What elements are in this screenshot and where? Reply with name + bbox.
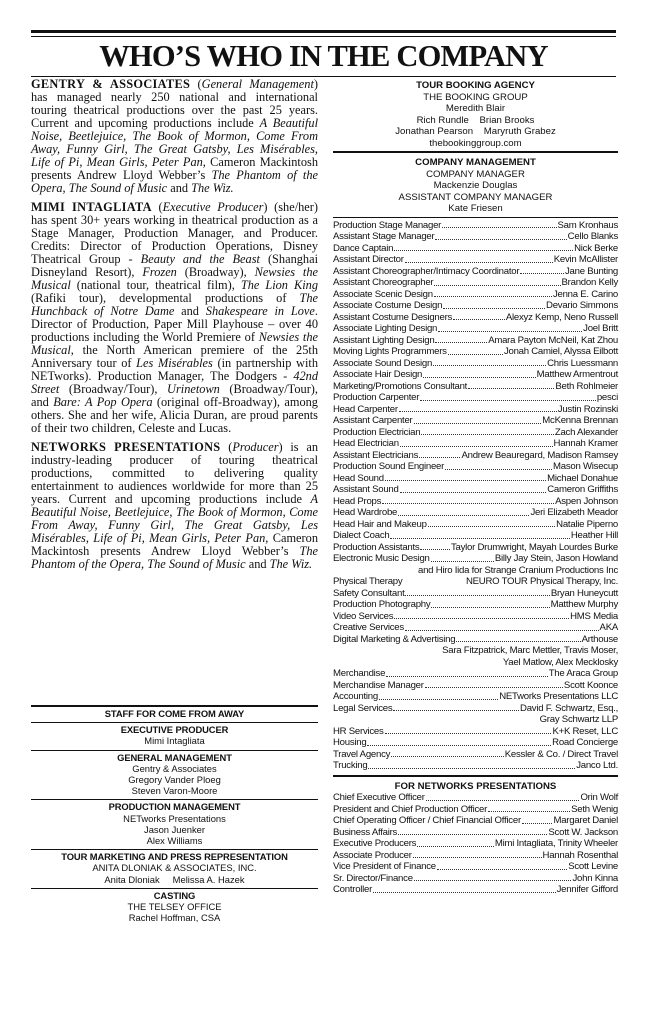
credit-row — [333, 231, 618, 243]
dot-leader — [393, 703, 519, 712]
credit-row — [333, 312, 618, 324]
credit-name: NEURO TOUR Physical Therapy, Inc. — [465, 576, 618, 587]
credit-name: Road Concierge — [552, 737, 618, 748]
credit-row — [333, 726, 618, 738]
dot-leader — [425, 680, 563, 689]
credit-role: Assistant Sound — [333, 484, 399, 495]
credit-role: Production Electrician — [333, 426, 421, 438]
credit-name: Seth Wenig — [571, 803, 618, 815]
booking-line: thebookinggroup.com — [429, 137, 522, 149]
booking-lines — [333, 92, 618, 150]
staff-block — [31, 750, 318, 800]
credit-role: Trucking — [333, 760, 368, 771]
credit-row — [333, 300, 618, 312]
page-title: WHO’S WHO IN THE COMPANY — [99, 39, 548, 73]
credit-role: Assistant Choreographer — [333, 277, 434, 288]
credit-row — [333, 243, 618, 255]
credit-row — [333, 335, 618, 347]
credit-name: The Araca Group — [548, 668, 618, 679]
credit-role: Controller — [333, 884, 373, 895]
dot-leader — [413, 850, 542, 859]
staff-block — [31, 722, 318, 749]
dot-leader — [448, 346, 503, 355]
staff-line: Alex Williams — [146, 835, 203, 847]
dot-leader — [445, 461, 552, 470]
credit-role: Business Affairs — [333, 826, 398, 838]
company-mgmt-line: Kate Friesen — [448, 203, 503, 214]
credit-name: Beth Rohlmeier — [555, 380, 618, 392]
dot-leader — [420, 392, 596, 401]
credit-name: Arthouse — [581, 633, 618, 645]
credit-row — [333, 346, 618, 358]
staff-line: ANITA DLONIAK & ASSOCIATES, INC. — [92, 862, 257, 874]
bio-text: (General Management) has managed nearly 250 national and international touring theatrical productions over the past 25 years. Current and upcoming productions include A Beautiful Noise, Beetlejuice, The Book of Mormon, Come From Away, Funny Girl, The Great Gatsby, Les Misérables, Life of Pi, Mean Girls, Peter Pan, Cameron Mackintosh presents Andrew Lloyd Webber’s The Phantom of the Opera, The Sound of Music and The Wiz. — [31, 77, 319, 195]
credit-row — [333, 450, 618, 462]
staff-line: NETworks Presentations — [123, 812, 226, 824]
credit-name: Matthew Armentrout — [536, 369, 618, 380]
credit-name: Scott W. Jackson — [548, 826, 618, 838]
dot-leader — [428, 519, 555, 528]
credit-name: Jonah Camiel, Alyssa Eilbott — [503, 346, 618, 357]
bio-mimi — [31, 201, 318, 435]
credit-name: Taylor Drumwright, Mayah Lourdes Burke — [451, 541, 618, 553]
credit-row — [333, 588, 618, 600]
bio-text: (Producer) is an industry-leading producer of touring theatrical productions, committed to delivering quality entertainment to audiences worldwide for more than 25 years. Current and upcoming productions include A Beautiful Noise, Beetlejuice, The Book of Mormon, Come From Away, Funny Girl, The Great Gatsby, Les Misérables, Life of Pi, Mean Girls, Peter Pan, Cameron Mackintosh presents Andrew Lloyd Webber’s The Phantom of the Opera, The Sound of Music and The Wiz. — [31, 440, 319, 571]
credit-name: Alexyz Kemp, Neno Russell — [505, 311, 618, 323]
dot-leader — [414, 873, 572, 882]
bios-column — [31, 78, 318, 577]
credit-role: Head Hair and Makeup — [333, 518, 427, 530]
credit-name: HMS Media — [570, 610, 618, 622]
credit-name: Jeri Elizabeth Meador — [530, 507, 618, 518]
credit-role: Production Sound Engineer — [333, 461, 445, 472]
staff-line: Rachel Hoffman, CSA — [128, 912, 221, 924]
staff-line: Jason Juenker — [144, 823, 205, 835]
credit-continuation: Gray Schwartz LLP — [539, 714, 618, 725]
credit-row — [333, 553, 618, 565]
credit-row — [333, 507, 618, 519]
credit-row — [333, 519, 618, 531]
credit-role: Head Sound — [333, 472, 384, 484]
staff-block — [31, 849, 318, 888]
credit-name: K+K Reset, LLC — [552, 725, 618, 737]
credit-row — [333, 827, 618, 839]
company-mgmt-line: COMPANY MANAGER — [426, 168, 525, 180]
credit-row — [333, 691, 618, 703]
credit-name: Michael Donahue — [547, 472, 618, 484]
credit-role: Executive Producers — [333, 838, 417, 849]
dot-leader — [399, 404, 557, 413]
credit-row — [333, 668, 618, 680]
dot-leader — [405, 254, 553, 263]
staff-line: Gregory Vander Ploeg — [128, 774, 221, 786]
credit-row — [333, 484, 618, 496]
credit-row — [333, 599, 618, 611]
dot-leader — [434, 277, 560, 286]
dot-leader — [431, 553, 494, 562]
credit-name: Matthew Murphy — [550, 599, 618, 610]
credit-row — [333, 815, 618, 827]
credit-row — [333, 277, 618, 289]
credit-row — [333, 530, 618, 542]
credit-row — [333, 415, 618, 427]
credit-name: Sam Kronhaus — [557, 219, 618, 231]
credit-name: Hannah Rosenthal — [542, 849, 618, 861]
credit-row — [333, 427, 618, 439]
credit-role: Vice President of Finance — [333, 861, 436, 872]
credit-name: Jane Bunting — [564, 265, 618, 277]
credit-role: Associate Hair Design — [333, 369, 423, 380]
credit-continuation: Yael Matlow, Alex Mecklosky — [502, 656, 618, 668]
credit-name: Cameron Griffiths — [547, 484, 618, 495]
dot-leader — [385, 726, 552, 735]
dot-leader — [433, 358, 546, 367]
credit-role: Assistant Director — [333, 254, 404, 265]
credit-role: Digital Marketing & Advertising — [333, 633, 456, 645]
credit-role: Video Services — [333, 610, 394, 622]
bio-networks — [31, 441, 318, 571]
credit-name: Heather Hill — [570, 530, 618, 541]
dot-leader — [423, 369, 536, 378]
credit-role: Head Carpenter — [333, 403, 398, 415]
credit-role: Production Photography — [333, 599, 431, 610]
staff-block-heading: EXECUTIVE PRODUCER — [120, 724, 229, 736]
credit-role: Dialect Coach — [333, 530, 390, 541]
credit-name: John Kinna — [572, 872, 618, 884]
dot-leader — [434, 289, 552, 298]
credit-role: Travel Agency — [333, 748, 391, 760]
staff-box — [31, 705, 318, 926]
credit-name: Natalie Piperno — [556, 518, 618, 530]
credit-role: Associate Sound Design — [333, 357, 433, 369]
section-rule — [333, 775, 618, 777]
credit-role: Legal Services — [333, 702, 393, 714]
credit-role: Production Carpenter — [333, 392, 420, 403]
credit-row — [333, 680, 618, 692]
company-mgmt-line: ASSISTANT COMPANY MANAGER — [398, 191, 553, 203]
credit-name: Zach Alexander — [554, 426, 618, 438]
dot-leader — [456, 634, 580, 643]
credit-name: AKA — [599, 622, 618, 633]
credit-role: Production Stage Manager — [333, 219, 442, 231]
bio-name: MIMI INTAGLIATA — [31, 200, 152, 214]
credit-row — [333, 850, 618, 862]
dot-leader — [417, 838, 494, 847]
dot-leader — [382, 496, 554, 505]
top-rule — [31, 30, 616, 33]
credit-row — [333, 220, 618, 232]
credit-name: Jenna E. Carino — [552, 288, 618, 300]
credit-role: Assistant Electricians — [333, 449, 419, 461]
dot-leader — [443, 300, 545, 309]
credit-name: Justin Rozinski — [557, 403, 618, 415]
section-rule — [333, 217, 618, 218]
dot-leader — [419, 450, 460, 459]
credit-role: Assistant Lighting Design — [333, 334, 435, 346]
credit-row — [333, 576, 618, 588]
credit-row — [333, 438, 618, 450]
credit-role: Housing — [333, 737, 367, 748]
credit-role: Assistant Stage Manager — [333, 231, 435, 242]
credit-row — [333, 703, 618, 715]
staff-blocks — [31, 722, 318, 926]
credit-role: Assistant Costume Designers — [333, 311, 453, 323]
credit-row — [333, 461, 618, 473]
credit-row — [333, 873, 618, 885]
credit-name: Margaret Daniel — [553, 815, 618, 826]
credit-row — [333, 861, 618, 873]
credit-row — [333, 737, 618, 749]
dot-leader — [435, 335, 487, 344]
booking-line: Meredith Blair — [445, 103, 506, 114]
credit-row — [333, 622, 618, 634]
dot-leader — [398, 507, 529, 516]
dot-leader — [488, 804, 570, 813]
dot-leader — [405, 588, 549, 597]
top-rule-thin — [31, 36, 616, 37]
credit-name: Orin Wolf — [580, 792, 618, 803]
credit-name: Aspen Johnson — [555, 495, 618, 507]
credit-name: NETworks Presentations LLC — [499, 691, 618, 702]
credit-role: Associate Lighting Design — [333, 323, 438, 334]
company-mgmt-heading: COMPANY MANAGEMENT — [415, 157, 536, 168]
credit-name: Chris Luessmann — [547, 357, 618, 369]
credits-list — [333, 220, 618, 772]
credit-row — [333, 804, 618, 816]
credit-row — [333, 369, 618, 381]
spacer — [402, 576, 466, 588]
staff-line: Anita Dloniak Melissa A. Hazek — [104, 873, 245, 885]
dot-leader — [522, 815, 553, 824]
staff-block-heading: PRODUCTION MANAGEMENT — [108, 801, 241, 813]
credit-role: Accounting — [333, 691, 378, 702]
dot-leader — [453, 312, 505, 321]
credit-name: Mason Wisecup — [553, 461, 618, 472]
credits-column — [333, 80, 618, 896]
dot-leader — [442, 220, 556, 229]
dot-leader — [373, 884, 555, 893]
dot-leader — [386, 668, 548, 677]
staff-block — [31, 888, 318, 927]
credit-name: Brandon Kelly — [561, 277, 618, 288]
dot-leader — [367, 737, 551, 746]
credit-row — [333, 611, 618, 623]
credit-name: Amara Payton McNeil, Kat Zhou — [488, 334, 618, 346]
dot-leader — [390, 530, 569, 539]
credit-role: Merchandise — [333, 668, 386, 679]
credit-name: pesci — [596, 392, 618, 403]
credit-role: Physical Therapy — [333, 576, 403, 587]
credit-row — [333, 749, 618, 761]
dot-leader — [385, 473, 546, 482]
credit-row — [333, 792, 618, 804]
dot-leader — [435, 231, 566, 240]
credit-row — [333, 404, 618, 416]
credit-row — [333, 542, 618, 554]
credit-name: Devario Simmons — [546, 300, 618, 311]
credit-name: Scott Levine — [568, 861, 618, 872]
credit-name: David F. Schwartz, Esq., — [520, 702, 618, 714]
dot-leader — [420, 542, 450, 551]
credit-role: Merchandise Manager — [333, 679, 424, 691]
credit-name: Kevin McAllister — [553, 254, 618, 265]
credit-role: Electronic Music Design — [333, 553, 430, 564]
credit-name: Nick Berke — [574, 242, 618, 254]
networks-staff — [333, 781, 618, 793]
credit-row — [333, 323, 618, 335]
credit-role: Assistant Choreographer/Intimacy Coordinator — [333, 265, 520, 277]
credit-continuation: and Hiro Iida for Strange Cranium Productions Inc — [418, 564, 618, 576]
credit-name: Billy Jay Stein, Jason Howland — [494, 553, 618, 564]
staff-line: THE TELSEY OFFICE — [127, 901, 222, 913]
credit-role: Marketing/Promotions Consultant — [333, 380, 468, 392]
credit-name: Mimi Intagliata, Trinity Wheeler — [494, 838, 618, 849]
dot-leader — [400, 438, 553, 447]
dot-leader — [398, 827, 547, 836]
bio-name: GENTRY & ASSOCIATES — [31, 77, 191, 91]
credit-row — [333, 634, 618, 646]
credit-name: Bryan Huneycutt — [550, 587, 618, 599]
credit-role: Assistant Carpenter — [333, 415, 413, 426]
credit-row — [333, 254, 618, 266]
credit-row — [333, 289, 618, 301]
credit-role: Production Assistants — [333, 541, 420, 553]
company-management — [333, 157, 618, 215]
staff-line: Gentry & Associates — [132, 762, 217, 774]
section-rule — [333, 151, 618, 153]
credit-role: Creative Services — [333, 622, 404, 633]
credit-role: Associate Costume Design — [333, 300, 443, 311]
credit-role: Head Props — [333, 495, 382, 507]
credit-row — [333, 760, 618, 772]
staff-block-heading: GENERAL MANAGEMENT — [117, 751, 232, 763]
credit-name: Jennifer Gifford — [556, 884, 618, 895]
dot-leader — [437, 861, 567, 870]
credit-name: Andrew Beauregard, Madison Ramsey — [461, 449, 618, 461]
credit-name: Scott Koonce — [563, 679, 618, 691]
credit-role: Safety Consultant — [333, 587, 405, 599]
bio-name: NETWORKS PRESENTATIONS — [31, 440, 221, 454]
credit-name: McKenna Brennan — [542, 415, 618, 426]
company-mgmt-line: Mackenzie Douglas — [433, 180, 518, 191]
dot-leader — [379, 691, 498, 700]
credit-row — [333, 381, 618, 393]
dot-leader — [368, 760, 575, 769]
networks-heading: FOR NETWORKS PRESENTATIONS — [394, 780, 557, 792]
booking-agency — [333, 80, 618, 149]
credit-row — [333, 358, 618, 370]
staff-block-heading: TOUR MARKETING AND PRESS REPRESENTATION — [61, 851, 288, 863]
credit-role: HR Services — [333, 725, 384, 737]
credit-role: President and Chief Production Officer — [333, 803, 488, 815]
dot-leader — [438, 323, 582, 332]
company-mgmt-lines — [333, 169, 618, 215]
credit-role: Associate Scenic Design — [333, 288, 433, 300]
dot-leader — [426, 792, 580, 801]
booking-line: Jonathan Pearson Maryruth Grabez — [395, 126, 556, 137]
credit-row — [333, 392, 618, 404]
dot-leader — [431, 599, 549, 608]
credit-role: Head Wardrobe — [333, 507, 398, 518]
credit-role: Moving Lights Programmers — [333, 346, 447, 357]
booking-line: Rich Rundle Brian Brooks — [416, 114, 535, 126]
credit-role: Associate Producer — [333, 849, 412, 861]
staff-line: Mimi Intagliata — [144, 735, 205, 747]
dot-leader — [414, 415, 542, 424]
dot-leader — [400, 484, 547, 493]
credit-role: Dance Captain — [333, 242, 394, 254]
dot-leader — [394, 611, 569, 620]
credit-name: Janco Ltd. — [576, 760, 618, 771]
dot-leader — [520, 266, 564, 275]
credit-continuation: Sara Fitzpatrick, Marc Mettler, Travis Moser, — [442, 645, 618, 656]
bio-text: (Executive Producer) (she/her) has spent 30+ years working in theatrical production as a Stage Manager, Production Manager, and Producer. Credits: Director of Production Operations, Disney Theatrical Group - Beauty and the Beast (Shanghai Disneyland Resort), Frozen (Broadway), Newsies the Musical (national tour, theatrical film), The Lion King (Rafiki tour), developmental productions of The Hunchback of Notre Dame and Shakespeare in Love. Director of Production, Paper Mill Playhouse – over 40 productions including the World Premiere of Newsies the Musical, the North American premiere of the 25th Anniversary tour of Les Misérables (in partnership with NETworks). Production Manager, The Dodgers - 42nd Street (Broadway/Tour), Urinetown (Broadway/Tour), and Bare: A Pop Opera (original off-Broadway), among others. She and her wife, Alicia Duran, are proud parents of their two children, Celeste and Lucas. — [31, 200, 319, 435]
staff-heading: STAFF FOR COME FROM AWAY — [31, 705, 318, 722]
credit-row — [333, 266, 618, 278]
credit-name: Kessler & Co. / Direct Travel — [504, 748, 618, 760]
credit-row — [333, 496, 618, 508]
credit-role: Head Electrician — [333, 438, 399, 449]
booking-line: THE BOOKING GROUP — [423, 91, 528, 103]
dot-leader — [391, 749, 504, 758]
dot-leader — [421, 427, 554, 436]
credit-row — [333, 884, 618, 896]
credit-name: Joel Britt — [583, 323, 618, 334]
staff-line: Steven Varon-Moore — [131, 785, 218, 797]
booking-heading: TOUR BOOKING AGENCY — [416, 80, 535, 91]
dot-leader — [394, 243, 573, 252]
networks-list — [333, 792, 618, 896]
credit-row — [333, 473, 618, 485]
dot-leader — [405, 622, 599, 631]
credit-row — [333, 838, 618, 850]
bio-gentry — [31, 78, 318, 195]
credit-role: Chief Operating Officer / Chief Financial Officer — [333, 815, 521, 826]
credit-name: Cello Blanks — [567, 231, 618, 242]
credit-role: Sr. Director/Finance — [333, 872, 413, 884]
credit-name: Hannah Kramer — [553, 438, 618, 449]
staff-block — [31, 799, 318, 849]
staff-block-heading: CASTING — [153, 889, 196, 901]
credit-role: Chief Executive Officer — [333, 792, 425, 803]
dot-leader — [468, 381, 554, 390]
